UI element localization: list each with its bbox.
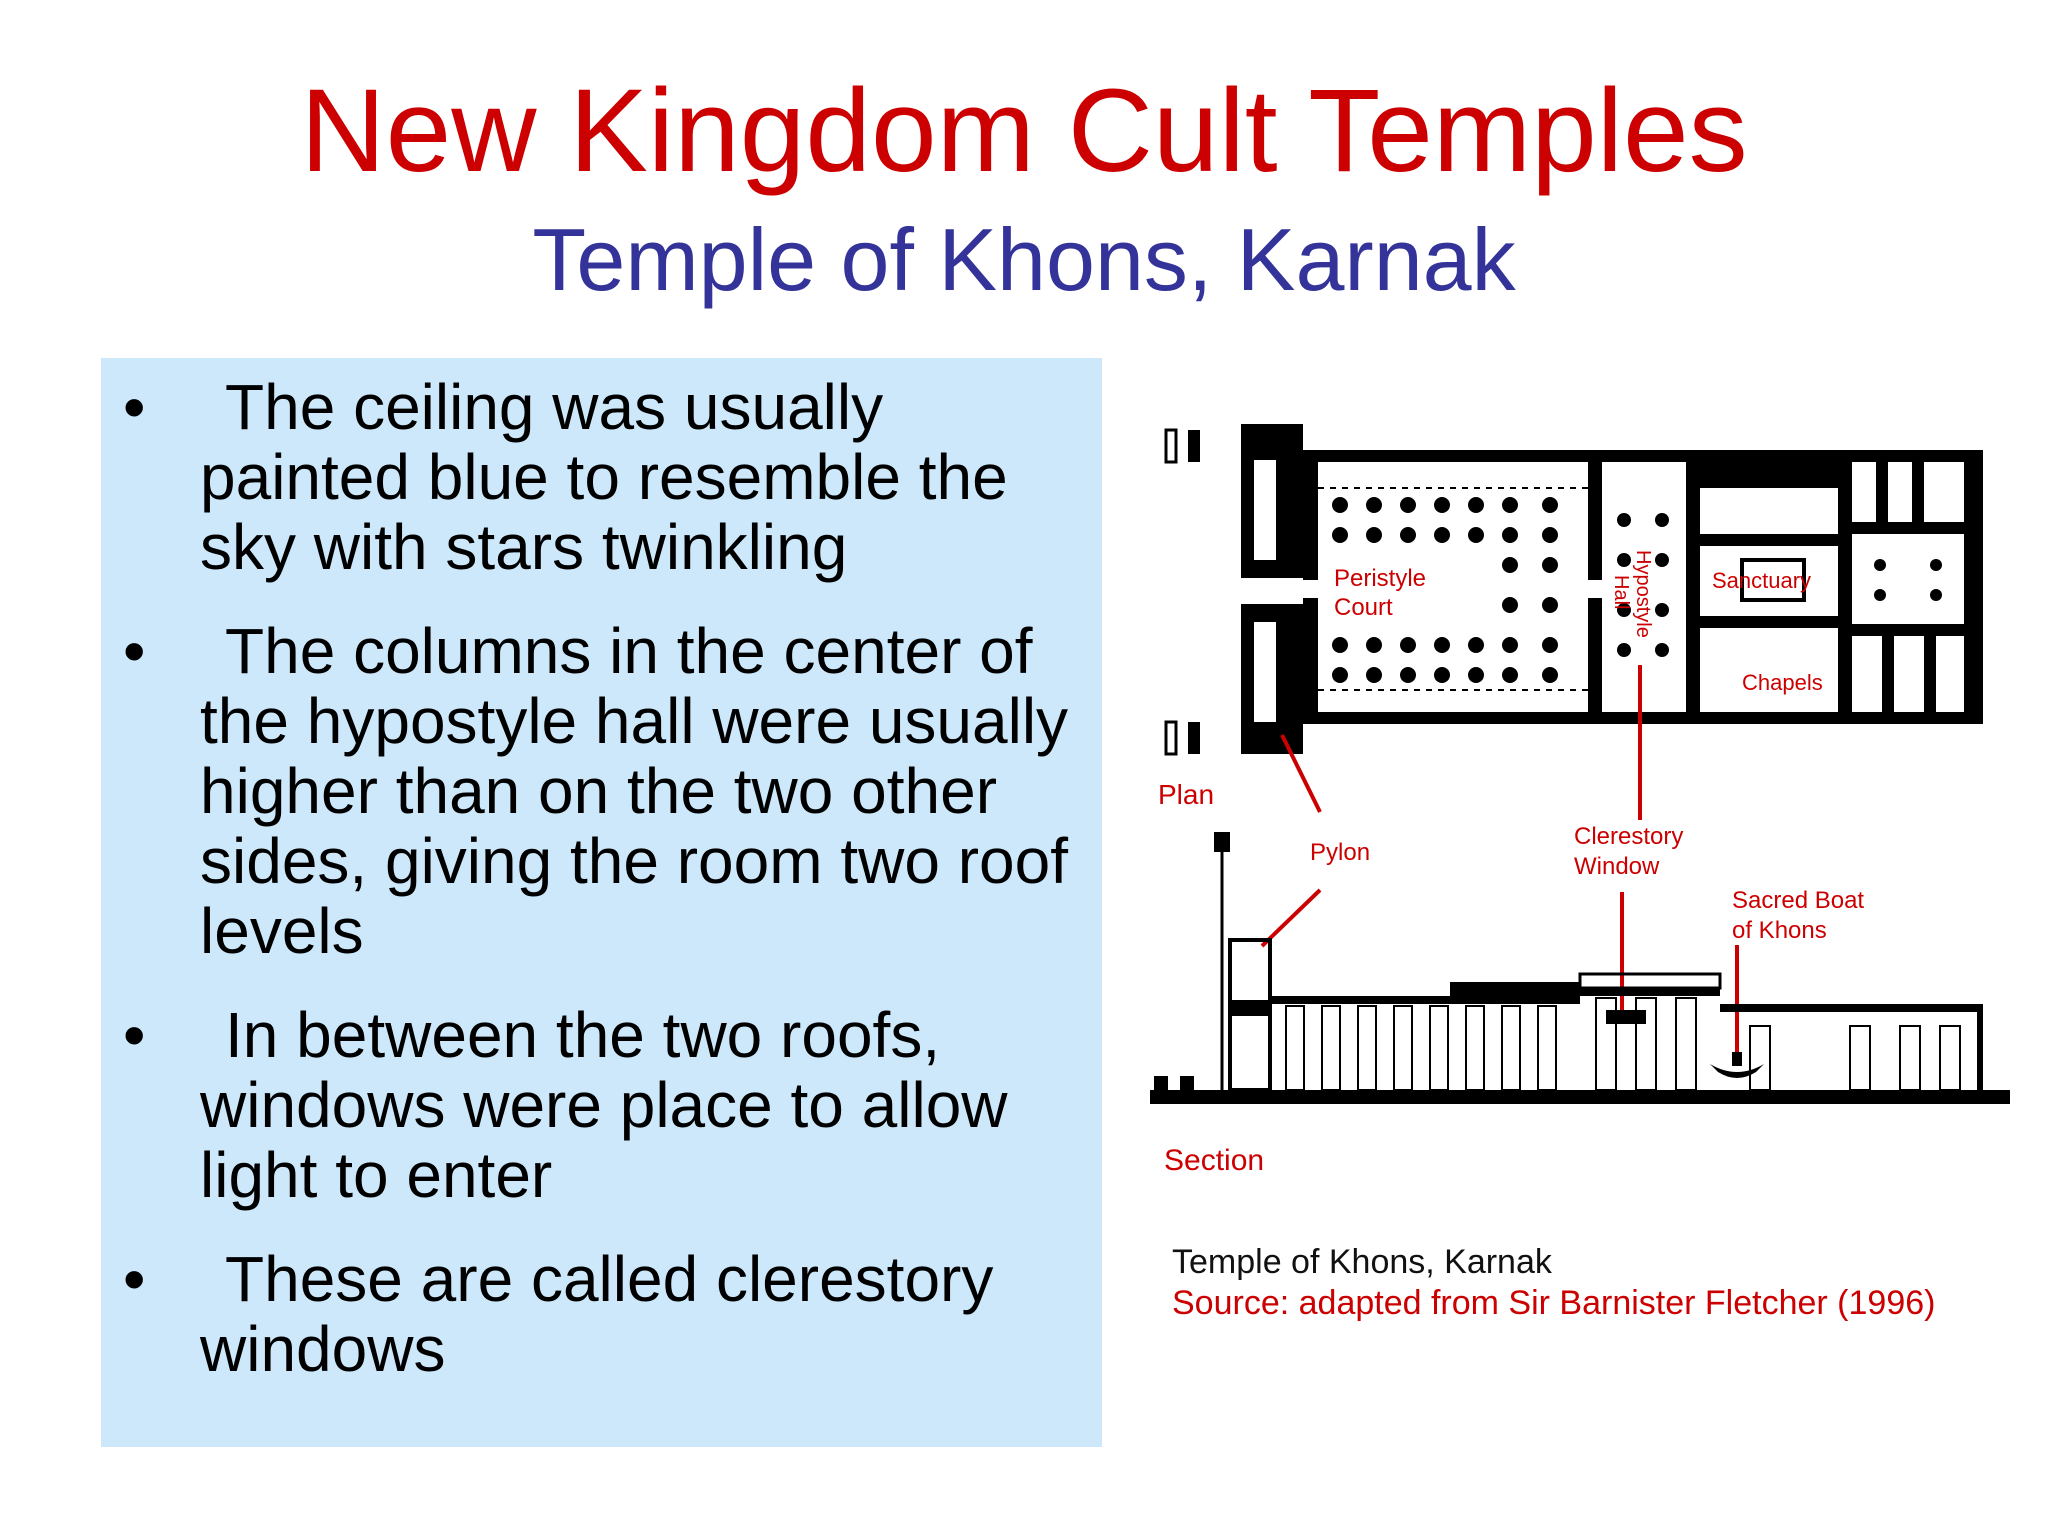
clerestory-window-label-line2: Window: [1574, 853, 1660, 880]
sanctuary-label: Sanctuary: [1712, 568, 1812, 593]
pylon-label: Pylon: [1310, 839, 1371, 866]
clerestory-window-label: Clerestory: [1574, 823, 1684, 850]
slide-title: New Kingdom Cult Temples: [300, 65, 1748, 197]
bullet-text: The columns in the center of the hypostyle hall were usually higher than on the two other sides, giving the room two roof levels: [200, 615, 1069, 967]
bullet-marker: •: [123, 615, 146, 687]
bullet-item-clerestory: [101, 1244, 1102, 1384]
peristyle-court-label: Peristyle: [1334, 565, 1427, 592]
slide-subtitle: Temple of Khons, Karnak: [532, 210, 1516, 309]
plan-label: Plan: [1158, 779, 1215, 810]
sacred-boat-label-line2: of Khons: [1732, 917, 1827, 944]
section-label: Section: [1164, 1144, 1265, 1177]
bullet-marker: •: [123, 1243, 146, 1315]
peristyle-court-label-line2: Court: [1334, 594, 1393, 621]
figure-caption-source: Source: adapted from Sir Barnister Fletcher (1996): [1172, 1284, 1936, 1322]
bullet-text: The ceiling was usually painted blue to resemble the sky with stars twinkling: [200, 371, 1008, 583]
figure-caption-title: Temple of Khons, Karnak: [1172, 1243, 1552, 1281]
bullet-item-ceiling: [101, 372, 1102, 582]
bullet-text: These are called clerestory windows: [200, 1243, 994, 1385]
pylon-section-leader: [1262, 890, 1320, 946]
temple-diagram: [1150, 400, 2010, 1360]
temple-plan-section-drawing: [1150, 400, 2010, 1360]
bullet-marker: •: [123, 371, 146, 443]
sacred-boat-label: Sacred Boat: [1732, 887, 1865, 914]
chapels-label: Chapels: [1742, 670, 1823, 695]
bullet-list: [101, 372, 1102, 1418]
temple-plan: [1166, 424, 1983, 754]
bullet-item-windows: [101, 1000, 1102, 1210]
bullet-marker: •: [123, 999, 146, 1071]
hypostyle-hall-label-line2: Hall: [1610, 575, 1632, 610]
bullet-text: In between the two roofs, windows were place to allow light to enter: [200, 999, 1008, 1211]
bullet-panel: [101, 358, 1102, 1447]
bullet-item-columns: [101, 616, 1102, 966]
hypostyle-hall-label: Hypostyle: [1632, 550, 1654, 638]
